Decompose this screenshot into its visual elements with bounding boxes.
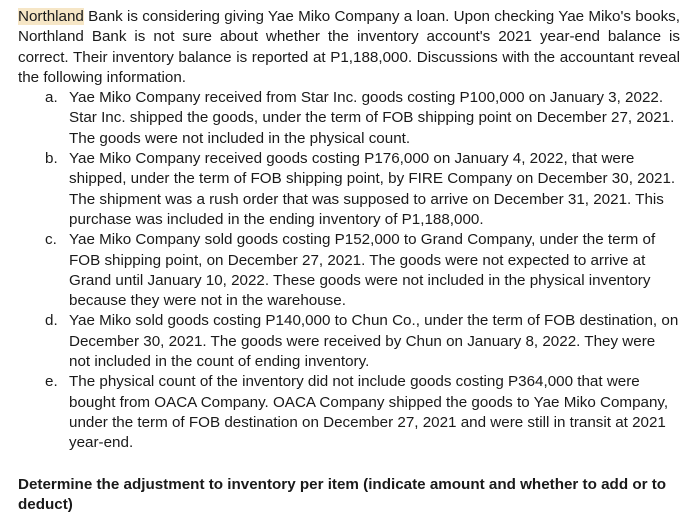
list-item xyxy=(18,311,680,372)
item-text: Yae Miko Company sold goods costing P152,000 to Grand Company, under the term of FOB shipping point, on December 27, 2021. The goods were not expected to arrive at Grand until January 10, 2022. These goods were not included in the physical inventory because they were not in the warehouse. xyxy=(69,231,656,310)
intro-paragraph xyxy=(18,7,680,88)
list-item xyxy=(18,230,680,311)
question-instruction: Determine the adjustment to inventory per item (indicate amount and whether to add or to deduct) xyxy=(18,475,667,513)
item-text: Yae Miko Company received goods costing P176,000 on January 4, 2022, that were shipped, under the term of FOB shipping point, by FIRE Company on December 30, 2021. The shipment was a rush order that was supposed to arrive on December 31, 2021. This purchase was included in the ending inventory of P1,188,000. xyxy=(69,150,676,228)
highlighted-word: Northland xyxy=(18,8,84,25)
item-marker: c. xyxy=(45,231,57,249)
list-item xyxy=(18,149,680,230)
item-marker: a. xyxy=(45,89,58,107)
item-marker: e. xyxy=(45,373,58,391)
item-text: Yae Miko sold goods costing P140,000 to Chun Co., under the term of FOB destination, on December 30, 2021. The goods were received by Chun on January 8, 2022. They were not included in the count of ending inventory. xyxy=(69,312,679,371)
item-marker: d. xyxy=(45,312,58,330)
item-marker: b. xyxy=(45,150,58,168)
item-text: Yae Miko Company received from Star Inc. goods costing P100,000 on January 3, 2022. Star Inc. shipped the goods, under the term of FOB shipping point on December 27, 2021. The goods were not included in the physical count. xyxy=(69,89,675,147)
transaction-list xyxy=(18,88,680,453)
intro-text: Bank is considering giving Yae Miko Company a loan. Upon checking Yae Miko's books, Northland Bank is not sure about whether the inventory account's 2021 year-end balance is correct. Their inventory balance is reported at P1,188,000. Discussions with the accountant reveal the following information. xyxy=(18,8,680,86)
list-item xyxy=(18,372,680,453)
list-item xyxy=(18,88,680,149)
item-text: The physical count of the inventory did not include goods costing P364,000 that were bought from OACA Company. OACA Company shipped the goods to Yae Miko Company, under the term of FOB destination on December 27, 2021 and were still in transit at 2021 year-end. xyxy=(69,373,669,452)
problem-document xyxy=(18,7,680,515)
